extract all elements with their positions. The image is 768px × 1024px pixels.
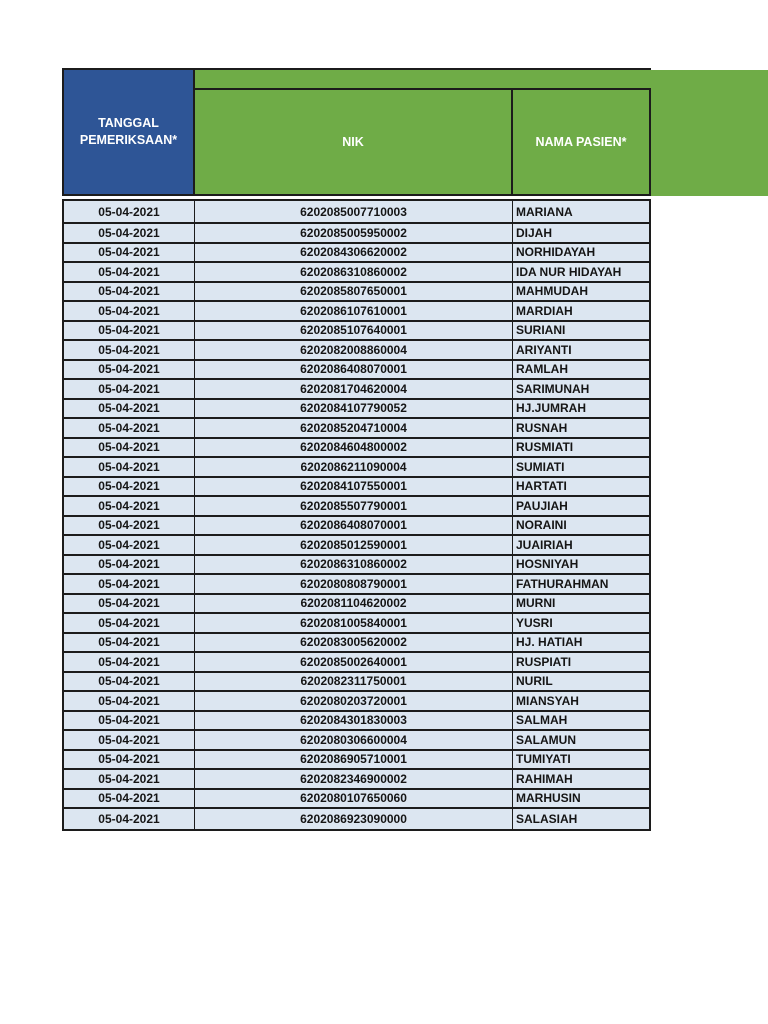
cell-nama-pasien: JUAIRIAH — [516, 537, 573, 552]
cell-tanggal-pemeriksaan: 05-04-2021 — [64, 692, 195, 710]
table-row — [64, 439, 649, 459]
cell-nama-pasien: IDA NUR HIDAYAH — [516, 264, 622, 279]
header-cell-nik — [195, 88, 513, 196]
header-label-tanggal-pemeriksaan: TANGGAL PEMERIKSAAN* — [79, 115, 178, 147]
cell-nama-pasien: MURNI — [516, 596, 556, 611]
cell-nama-pasien: NORAINI — [516, 518, 567, 533]
cell-nik: 6202085507790001 — [195, 497, 513, 515]
table-row — [64, 751, 649, 771]
cell-tanggal-pemeriksaan: 05-04-2021 — [64, 458, 195, 476]
cell-nama-pasien: DIJAH — [516, 225, 553, 240]
cell-nama-pasien: TUMIYATI — [516, 752, 571, 767]
cell-nama-pasien: RUSPIATI — [516, 654, 572, 669]
cell-tanggal-pemeriksaan: 05-04-2021 — [64, 201, 195, 222]
table-row — [64, 302, 649, 322]
cell-tanggal-pemeriksaan: 05-04-2021 — [64, 224, 195, 242]
cell-tanggal-pemeriksaan: 05-04-2021 — [64, 517, 195, 535]
cell-nik: 6202084107790052 — [195, 400, 513, 418]
cell-nik: 6202085807650001 — [195, 283, 513, 301]
patient-table-body — [62, 199, 651, 831]
cell-tanggal-pemeriksaan: 05-04-2021 — [64, 790, 195, 808]
header-label-nama-pasien: NAMA PASIEN* — [535, 135, 627, 149]
table-row — [64, 731, 649, 751]
cell-nik: 6202082346900002 — [195, 770, 513, 788]
cell-nama-pasien: PAUJIAH — [516, 498, 568, 513]
table-row — [64, 536, 649, 556]
cell-nama-pasien: SUMIATI — [516, 459, 565, 474]
cell-nik: 6202085204710004 — [195, 419, 513, 437]
table-row — [64, 770, 649, 790]
cell-nama-pasien: SALMAH — [516, 713, 568, 728]
cell-tanggal-pemeriksaan: 05-04-2021 — [64, 263, 195, 281]
cell-nik: 6202086107610001 — [195, 302, 513, 320]
table-row — [64, 380, 649, 400]
cell-tanggal-pemeriksaan: 05-04-2021 — [64, 809, 195, 829]
cell-nama-pasien: MARDIAH — [516, 303, 573, 318]
cell-tanggal-pemeriksaan: 05-04-2021 — [64, 497, 195, 515]
cell-tanggal-pemeriksaan: 05-04-2021 — [64, 244, 195, 262]
cell-tanggal-pemeriksaan: 05-04-2021 — [64, 556, 195, 574]
cell-tanggal-pemeriksaan: 05-04-2021 — [64, 419, 195, 437]
cell-tanggal-pemeriksaan: 05-04-2021 — [64, 614, 195, 632]
table-row — [64, 263, 649, 283]
cell-nama-pasien: HOSNIYAH — [516, 557, 579, 572]
table-row — [64, 653, 649, 673]
cell-nik: 6202081005840001 — [195, 614, 513, 632]
cell-nik: 6202085007710003 — [195, 201, 513, 222]
cell-nik: 6202086408070001 — [195, 361, 513, 379]
table-row — [64, 556, 649, 576]
cell-nik: 6202084306620002 — [195, 244, 513, 262]
cell-nama-pasien: RAHIMAH — [516, 771, 573, 786]
cell-nama-pasien: ARIYANTI — [516, 342, 572, 357]
cell-nik: 6202086310860002 — [195, 556, 513, 574]
table-row — [64, 419, 649, 439]
cell-tanggal-pemeriksaan: 05-04-2021 — [64, 478, 195, 496]
cell-tanggal-pemeriksaan: 05-04-2021 — [64, 770, 195, 788]
table-row — [64, 244, 649, 264]
cell-tanggal-pemeriksaan: 05-04-2021 — [64, 341, 195, 359]
cell-nik: 6202086310860002 — [195, 263, 513, 281]
cell-nama-pasien: HARTATI — [516, 479, 567, 494]
cell-nama-pasien: RUSNAH — [516, 420, 568, 435]
cell-nama-pasien: NURIL — [516, 674, 553, 689]
table-row — [64, 322, 649, 342]
table-row — [64, 809, 649, 829]
table-header — [62, 68, 768, 196]
cell-nama-pasien: NORHIDAYAH — [516, 245, 596, 260]
cell-tanggal-pemeriksaan: 05-04-2021 — [64, 751, 195, 769]
header-label-nik: NIK — [342, 135, 364, 149]
cell-tanggal-pemeriksaan: 05-04-2021 — [64, 731, 195, 749]
cell-nama-pasien: MAHMUDAH — [516, 284, 588, 299]
table-row — [64, 478, 649, 498]
cell-tanggal-pemeriksaan: 05-04-2021 — [64, 400, 195, 418]
cell-tanggal-pemeriksaan: 05-04-2021 — [64, 380, 195, 398]
cell-nik: 6202084604800002 — [195, 439, 513, 457]
table-row — [64, 361, 649, 381]
cell-nik: 6202082311750001 — [195, 673, 513, 691]
cell-nama-pasien: SARIMUNAH — [516, 381, 590, 396]
cell-tanggal-pemeriksaan: 05-04-2021 — [64, 575, 195, 593]
cell-nik: 6202085012590001 — [195, 536, 513, 554]
cell-nama-pasien: HJ.JUMRAH — [516, 401, 587, 416]
table-row — [64, 575, 649, 595]
table-row — [64, 201, 649, 224]
cell-nama-pasien: HJ. HATIAH — [516, 635, 583, 650]
cell-tanggal-pemeriksaan: 05-04-2021 — [64, 595, 195, 613]
cell-nik: 6202082008860004 — [195, 341, 513, 359]
cell-nik: 6202086408070001 — [195, 517, 513, 535]
cell-nik: 6202084107550001 — [195, 478, 513, 496]
cell-nik: 6202080808790001 — [195, 575, 513, 593]
cell-nik: 6202085005950002 — [195, 224, 513, 242]
cell-nik: 6202085107640001 — [195, 322, 513, 340]
cell-tanggal-pemeriksaan: 05-04-2021 — [64, 712, 195, 730]
cell-nama-pasien: RAMLAH — [516, 362, 568, 377]
cell-nik: 6202085002640001 — [195, 653, 513, 671]
table-row — [64, 790, 649, 810]
cell-nama-pasien: SURIANI — [516, 323, 566, 338]
cell-nik: 6202080107650060 — [195, 790, 513, 808]
cell-nik: 6202081104620002 — [195, 595, 513, 613]
cell-nik: 6202080203720001 — [195, 692, 513, 710]
header-cell-nama-pasien — [513, 88, 651, 196]
cell-nama-pasien: MARIANA — [516, 204, 573, 219]
cell-nama-pasien: SALASIAH — [516, 811, 578, 826]
table-row — [64, 497, 649, 517]
cell-nama-pasien: FATHURAHMAN — [516, 576, 609, 591]
table-row — [64, 595, 649, 615]
cell-nama-pasien: SALAMUN — [516, 732, 576, 747]
table-row — [64, 224, 649, 244]
table-row — [64, 283, 649, 303]
cell-nama-pasien: YUSRI — [516, 615, 553, 630]
cell-tanggal-pemeriksaan: 05-04-2021 — [64, 361, 195, 379]
cell-tanggal-pemeriksaan: 05-04-2021 — [64, 673, 195, 691]
table-row — [64, 458, 649, 478]
cell-nik: 6202084301830003 — [195, 712, 513, 730]
cell-tanggal-pemeriksaan: 05-04-2021 — [64, 302, 195, 320]
cell-tanggal-pemeriksaan: 05-04-2021 — [64, 536, 195, 554]
cell-nik: 6202086211090004 — [195, 458, 513, 476]
cell-nik: 6202086923090000 — [195, 809, 513, 829]
table-row — [64, 614, 649, 634]
cell-tanggal-pemeriksaan: 05-04-2021 — [64, 439, 195, 457]
cell-nama-pasien: RUSMIATI — [516, 440, 574, 455]
cell-nama-pasien: MARHUSIN — [516, 791, 581, 806]
cell-nama-pasien: MIANSYAH — [516, 693, 579, 708]
table-row — [64, 400, 649, 420]
table-row — [64, 692, 649, 712]
cell-nik: 6202083005620002 — [195, 634, 513, 652]
cell-nik: 6202086905710001 — [195, 751, 513, 769]
table-row — [64, 517, 649, 537]
cell-nik: 6202081704620004 — [195, 380, 513, 398]
table-row — [64, 673, 649, 693]
table-row — [64, 634, 649, 654]
cell-tanggal-pemeriksaan: 05-04-2021 — [64, 653, 195, 671]
cell-tanggal-pemeriksaan: 05-04-2021 — [64, 283, 195, 301]
header-cell-tanggal-pemeriksaan — [62, 68, 195, 196]
table-row — [64, 341, 649, 361]
cell-tanggal-pemeriksaan: 05-04-2021 — [64, 634, 195, 652]
cell-nik: 6202080306600004 — [195, 731, 513, 749]
table-row — [64, 712, 649, 732]
cell-tanggal-pemeriksaan: 05-04-2021 — [64, 322, 195, 340]
